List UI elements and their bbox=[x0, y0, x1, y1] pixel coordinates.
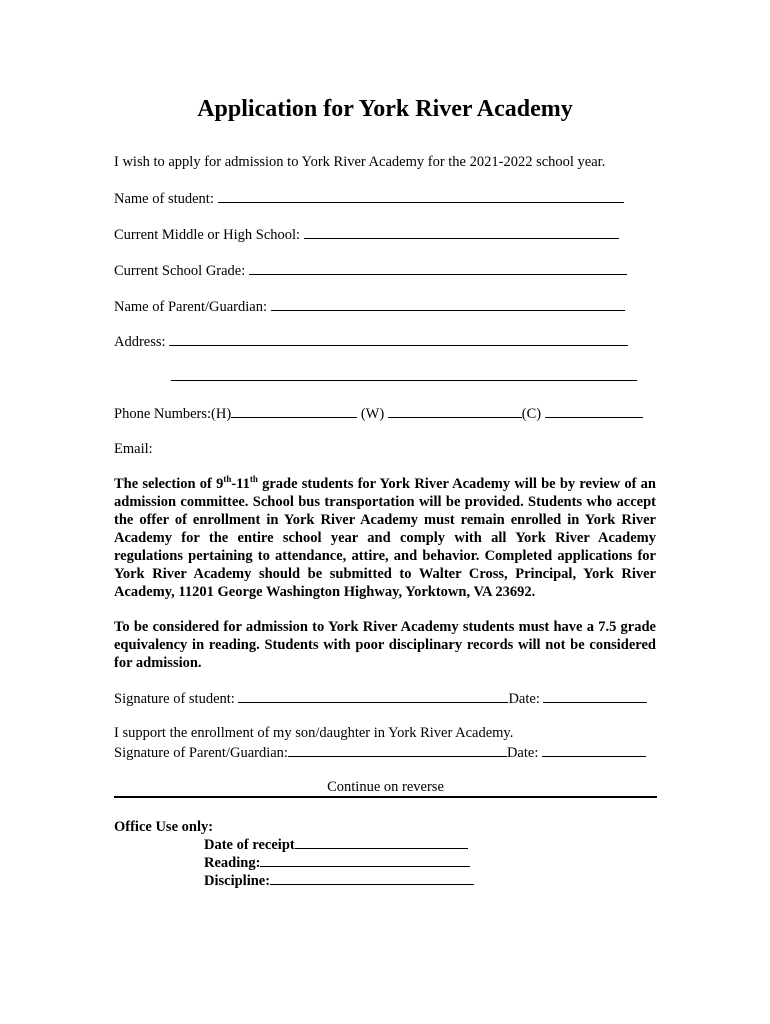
student-name-field[interactable] bbox=[218, 189, 624, 203]
phone-home-field[interactable] bbox=[231, 404, 357, 418]
student-name-label: Name of student: bbox=[114, 191, 214, 207]
parent-date-field[interactable] bbox=[542, 743, 646, 757]
continue-note: Continue on reverse bbox=[327, 779, 444, 795]
office-reading-field[interactable] bbox=[260, 853, 470, 867]
office-heading: Office Use only: bbox=[114, 819, 214, 835]
address-row-2 bbox=[171, 367, 637, 386]
page-title: Application for York River Academy bbox=[197, 96, 573, 122]
address-label: Address: bbox=[114, 334, 166, 350]
office-receipt-field[interactable] bbox=[295, 835, 468, 849]
address-field-2[interactable] bbox=[171, 367, 637, 381]
student-name-row bbox=[114, 189, 624, 208]
grade-row bbox=[114, 261, 627, 280]
grade-field[interactable] bbox=[249, 261, 627, 275]
selection-lead: The selection of 9 bbox=[114, 476, 224, 492]
phone-row bbox=[114, 404, 643, 423]
parent-field[interactable] bbox=[271, 297, 625, 311]
phone-cell-field[interactable] bbox=[545, 404, 643, 418]
parent-row bbox=[114, 297, 625, 316]
school-row bbox=[114, 225, 619, 244]
superscript-th-2: th bbox=[249, 474, 258, 485]
phone-cell-label: (C) bbox=[521, 406, 545, 422]
school-field[interactable] bbox=[304, 225, 619, 239]
phone-home-label: Phone Numbers:(H) bbox=[114, 406, 232, 422]
office-reading-label: Reading: bbox=[204, 855, 261, 871]
parent-signature-field[interactable] bbox=[288, 743, 507, 757]
student-date-field[interactable] bbox=[543, 689, 647, 703]
address-row bbox=[114, 332, 628, 351]
office-reading-row bbox=[204, 853, 470, 872]
student-signature-label: Signature of student: bbox=[114, 691, 235, 707]
support-text: I support the enrollment of my son/daughter in York River Academy. bbox=[114, 725, 514, 741]
phone-work-label: (W) bbox=[357, 406, 388, 422]
parent-label: Name of Parent/Guardian: bbox=[114, 299, 268, 315]
superscript-th-1: th bbox=[223, 474, 232, 485]
office-discipline-label: Discipline: bbox=[204, 873, 271, 889]
selection-dash: -11 bbox=[231, 476, 250, 492]
office-discipline-row bbox=[204, 871, 474, 890]
intro-text: I wish to apply for admission to York River Academy for the 2021-2022 school year. bbox=[114, 154, 606, 170]
selection-paragraph bbox=[114, 475, 656, 601]
address-field-1[interactable] bbox=[169, 332, 628, 346]
requirements-paragraph: To be considered for admission to York River Academy students must have a 7.5 grade equivalency in reading. Students with poor disciplinary records will not be considered for admission. bbox=[114, 619, 656, 671]
email-label: Email: bbox=[114, 441, 153, 457]
selection-rest: grade students for York River Academy will be by review of an admission committee. School bus transportation will be provided. Students who accept the offer of enrollment in York River Academy must remain enrolled in York River Academy for the entire school year and comply with all York River Academy regulations pertaining to attendance, attire, and behavior. Completed applications for York River Academy should be submitted to Walter Cross, Principal, York River Academy, 11201 George Washington Highway, Yorktown, VA 23692. bbox=[114, 476, 656, 600]
student-date-label: Date: bbox=[508, 691, 540, 707]
parent-date-label: Date: bbox=[506, 745, 539, 761]
phone-work-field[interactable] bbox=[388, 404, 522, 418]
school-label: Current Middle or High School: bbox=[114, 227, 301, 243]
parent-signature-row bbox=[114, 743, 646, 762]
grade-label: Current School Grade: bbox=[114, 263, 246, 279]
office-receipt-row bbox=[204, 835, 468, 854]
parent-signature-label: Signature of Parent/Guardian: bbox=[114, 745, 288, 761]
office-discipline-field[interactable] bbox=[270, 871, 474, 885]
student-signature-row bbox=[114, 689, 647, 708]
office-receipt-label: Date of receipt bbox=[204, 837, 295, 853]
student-signature-field[interactable] bbox=[238, 689, 508, 703]
section-divider bbox=[114, 796, 657, 798]
